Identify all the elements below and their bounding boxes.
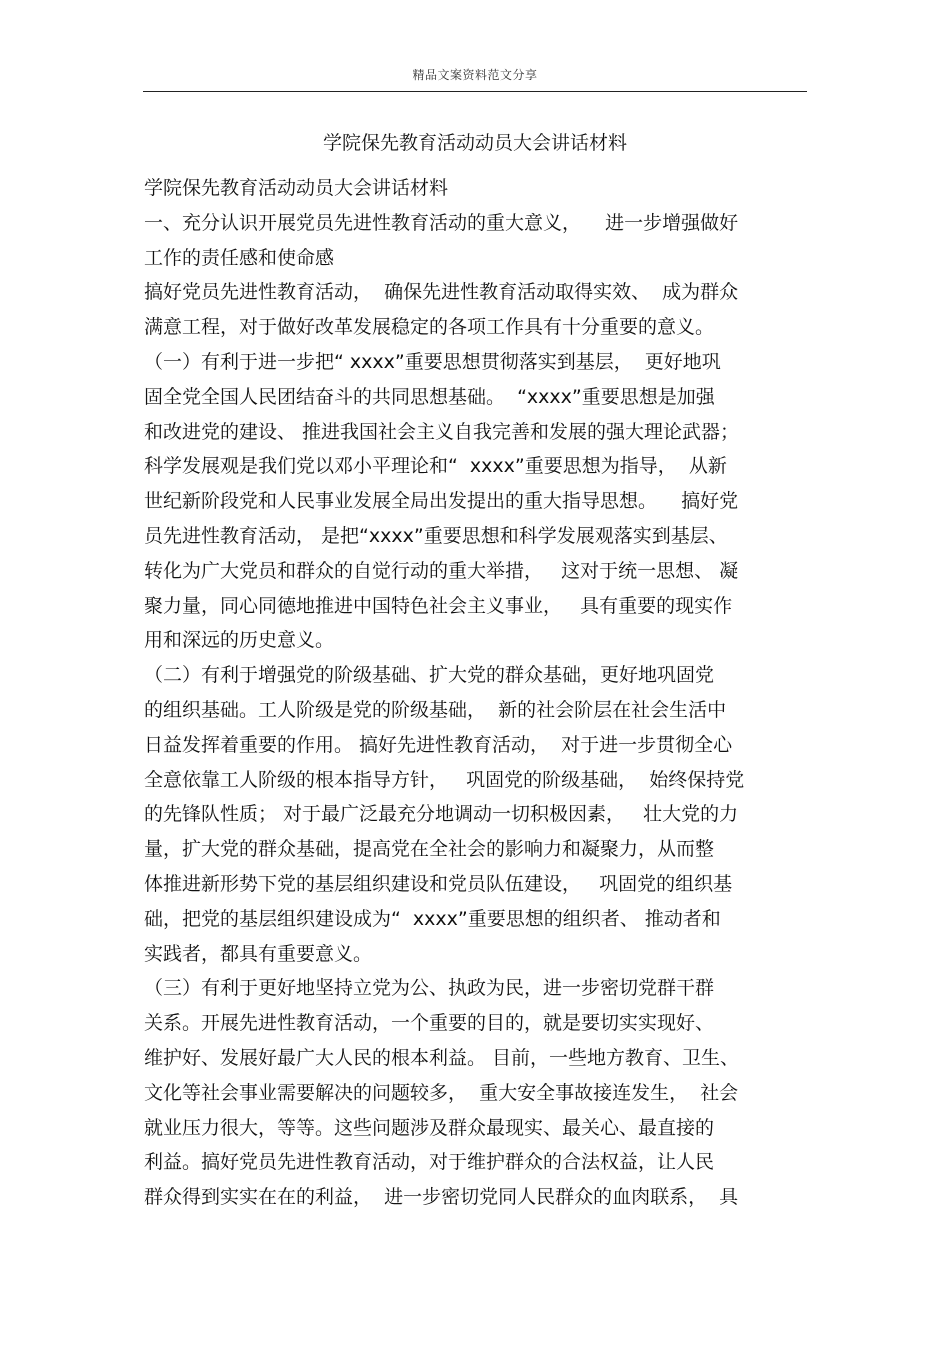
document-body — [144, 171, 812, 1215]
body-line: 全意依靠工人阶级的根本指导方针， 巩固党的阶级基础， 始终保持党 — [144, 768, 745, 791]
body-line: 就业压力很大，等等。这些问题涉及群众最现实、最关心、最直接的 — [144, 1116, 715, 1139]
body-line: （二）有利于增强党的阶级基础、扩大党的群众基础，更好地巩固党 — [144, 664, 715, 687]
body-line: 聚力量，同心同德地推进中国特色社会主义事业， 具有重要的现实作 — [144, 594, 733, 617]
body-line: 科学发展观是我们党以邓小平理论和“ xxxx”重要思想为指导， 从新 — [144, 455, 727, 478]
body-line: 文化等社会事业需要解决的问题较多， 重大安全事故接连发生， 社会 — [144, 1081, 739, 1104]
body-line: 量，扩大党的群众基础，提高党在全社会的影响力和凝聚力，从而整 — [144, 838, 715, 861]
body-line: 用和深远的历史意义。 — [144, 629, 335, 652]
body-line: 工作的责任感和使命感 — [144, 246, 335, 269]
body-line: 体推进新形势下党的基层组织建设和党员队伍建设， 巩固党的组织基 — [144, 872, 733, 895]
body-line: 学院保先教育活动动员大会讲话材料 — [144, 177, 449, 199]
page-header: 精品文案资料范文分享 — [412, 68, 538, 82]
body-line: 利益。搞好党员先进性教育活动，对于维护群众的合法权益，让人民 — [144, 1151, 715, 1174]
body-line: 转化为广大党员和群众的自觉行动的重大举措， 这对于统一思想、 凝 — [144, 559, 739, 582]
body-line: （三）有利于更好地坚持立党为公、执政为民，进一步密切党群干群 — [144, 977, 715, 1000]
document-title: 学院保先教育活动动员大会讲话材料 — [322, 132, 627, 154]
body-line: 日益发挥着重要的作用。 搞好先进性教育活动， 对于进一步贯彻全心 — [144, 733, 733, 756]
body-line: 的先锋队性质； 对于最广泛最充分地调动一切积极因素， 壮大党的力 — [144, 803, 739, 826]
body-line: 固全党全国人民团结奋斗的共同思想基础。 “xxxx”重要思想是加强 — [144, 385, 715, 408]
body-line: 一、充分认识开展党员先进性教育活动的重大意义， 进一步增强做好 — [144, 211, 739, 234]
body-line: （一）有利于进一步把“ xxxx”重要思想贯彻落实到基层， 更好地巩 — [144, 350, 721, 373]
body-line: 关系。开展先进性教育活动，一个重要的目的，就是要切实实现好、 — [144, 1012, 715, 1035]
body-line: 满意工程，对于做好改革发展稳定的各项工作具有十分重要的意义。 — [144, 316, 715, 339]
body-line: 搞好党员先进性教育活动， 确保先进性教育活动取得实效、 成为群众 — [144, 281, 739, 304]
body-line: 实践者，都具有重要意义。 — [144, 942, 373, 965]
body-line: 员先进性教育活动， 是把“xxxx”重要思想和科学发展观落实到基层、 — [144, 524, 728, 547]
body-line: 维护好、发展好最广大人民的根本利益。 目前，一些地方教育、卫生、 — [144, 1046, 740, 1069]
header-divider — [143, 91, 807, 92]
body-line: 群众得到实实在在的利益， 进一步密切党同人民群众的血肉联系， 具 — [144, 1186, 739, 1209]
body-line: 础，把党的基层组织建设成为“ xxxx”重要思想的组织者、 推动者和 — [144, 907, 721, 930]
body-line: 的组织基础。工人阶级是党的阶级基础， 新的社会阶层在社会生活中 — [144, 698, 727, 721]
body-line: 和改进党的建设、 推进我国社会主义自我完善和发展的强大理论武器； — [144, 420, 740, 443]
body-line: 世纪新阶段党和人民事业发展全局出发提出的重大指导思想。 搞好党 — [144, 490, 739, 513]
